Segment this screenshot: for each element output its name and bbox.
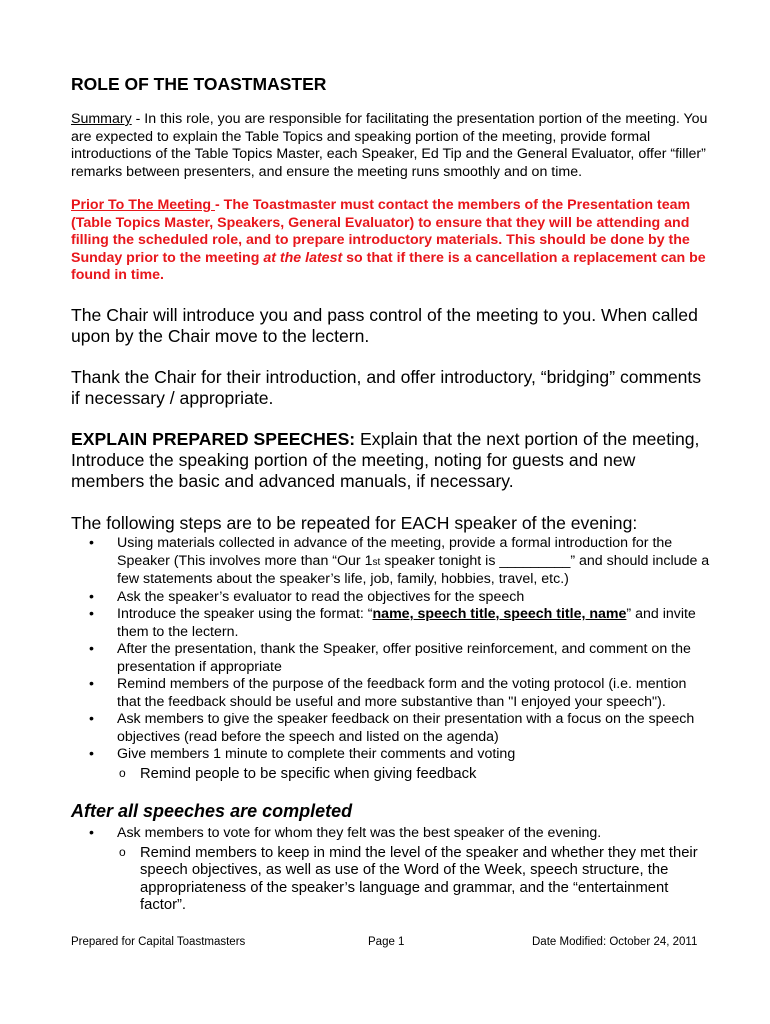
summary-text: - In this role, you are responsible for facilitating the presentation portion of the meeting. You are expected to explain the Table Topics and speaking portion of the meeting, provide formal introductions of the Table Topics Master, each Speaker, Ed Tip and the General Evaluator, offer “filler” remarks between presenters, and ensure the meeting runs smoothly and on time.	[71, 111, 708, 180]
prior-emphasis: at the latest	[263, 249, 343, 266]
after-1-sub-text: Remind members to keep in mind the level of the speaker and whether they met their speech objectives, as well as use of the Word of the Week, speech structure, the appropriateness of the speaker’s language and grammar, and the “entertainment factor”.	[140, 844, 698, 913]
summary-label: Summary	[71, 111, 132, 127]
chair-paragraph: The Chair will introduce you and pass control of the meeting to you. When called upon by the Chair move to the lectern.	[71, 305, 698, 346]
sub-bullet-icon: o	[119, 844, 126, 859]
explain-label: EXPLAIN PREPARED SPEECHES:	[71, 429, 356, 449]
step-3-format: name, speech title, speech title, name	[372, 606, 627, 622]
list-item	[71, 676, 711, 711]
list-item	[71, 746, 711, 783]
step-1-text-a: Using materials collected in advance of the meeting, provide a formal introduction for the Speaker (This involves more than “Our 1	[117, 535, 673, 569]
bullet-icon: •	[89, 535, 94, 551]
step-2-text: Ask the speaker’s evaluator to read the objectives for the speech	[117, 588, 525, 605]
bullet-icon: •	[89, 711, 94, 727]
step-3-text-b: ” and invite them to the lectern.	[117, 606, 696, 640]
bullet-icon: •	[89, 676, 94, 692]
thank-paragraph: Thank the Chair for their introduction, and offer introductory, “bridging” comments if necessary / appropriate.	[71, 367, 702, 408]
step-7-sublist	[117, 766, 711, 784]
bullet-icon: •	[89, 606, 94, 622]
list-item	[71, 825, 711, 915]
step-1-text-b: speaker tonight is _________” and should include a few statements about the speaker’s life, job, family, hobbies, travel, etc.)	[117, 552, 710, 587]
after-1-text: Ask members to vote for whom they felt was the best speaker of the evening.	[117, 825, 602, 841]
explain-paragraph	[71, 429, 711, 492]
step-6-text: Ask members to give the speaker feedback on their presentation with a focus on the speech objectives (read before the speech and listed on the agenda)	[117, 711, 695, 745]
steps-list	[71, 535, 711, 783]
list-item	[71, 589, 711, 607]
step-1-ordinal: st	[372, 556, 381, 568]
prior-to-meeting-paragraph	[71, 197, 711, 285]
list-item	[71, 535, 711, 589]
step-5-text: Remind members of the purpose of the feedback form and the voting protocol (i.e. mention that the feedback should be useful and more substantive than "I enjoyed your speech").	[117, 676, 687, 710]
list-item	[71, 641, 711, 676]
step-4-text: After the presentation, thank the Speaker, offer positive reinforcement, and comment on the presentation if appropriate	[117, 641, 691, 675]
list-item	[117, 766, 711, 784]
prior-label: Prior To The Meeting	[71, 197, 215, 213]
footer-date-modified: Date Modified: October 24, 2011	[532, 936, 698, 948]
after-1-sublist	[117, 845, 711, 915]
step-7-text: Give members 1 minute to complete their comments and voting	[117, 746, 516, 762]
sub-bullet-icon: o	[119, 765, 126, 780]
explain-text: Explain that the next portion of the meeting, Introduce the speaking portion of the meeting, noting for guests and new members the basic and advanced manuals, if necessary.	[71, 429, 700, 491]
prior-text-a: - The Toastmaster must contact the members of the Presentation team (Table Topics Master, Speakers, General Evaluator) to ensure that they will be attending and filling the scheduled role, and to prepare introductory materials. This should be done by the Sunday prior to the meeting	[71, 197, 691, 266]
prior-text-b: so that if there is a cancellation a replacement can be found in time.	[71, 249, 706, 283]
summary-paragraph	[71, 111, 711, 181]
footer-left: Prepared for Capital Toastmasters	[71, 936, 246, 948]
footer-page-number: Page 1	[368, 936, 405, 948]
step-3-text-a: Introduce the speaker using the format: “	[117, 606, 373, 622]
steps-intro: The following steps are to be repeated for EACH speaker of the evening:	[71, 513, 638, 533]
list-item	[117, 845, 711, 915]
after-list	[71, 825, 711, 915]
bullet-icon: •	[89, 746, 94, 762]
after-speeches-heading: After all speeches are completed	[71, 801, 353, 821]
list-item	[71, 711, 711, 746]
bullet-icon: •	[89, 641, 94, 657]
list-item	[71, 606, 711, 641]
page-title: ROLE OF THE TOASTMASTER	[71, 74, 327, 94]
bullet-icon: •	[89, 825, 94, 841]
step-7-sub-text: Remind people to be specific when giving feedback	[140, 765, 477, 782]
bullet-icon: •	[89, 588, 94, 605]
